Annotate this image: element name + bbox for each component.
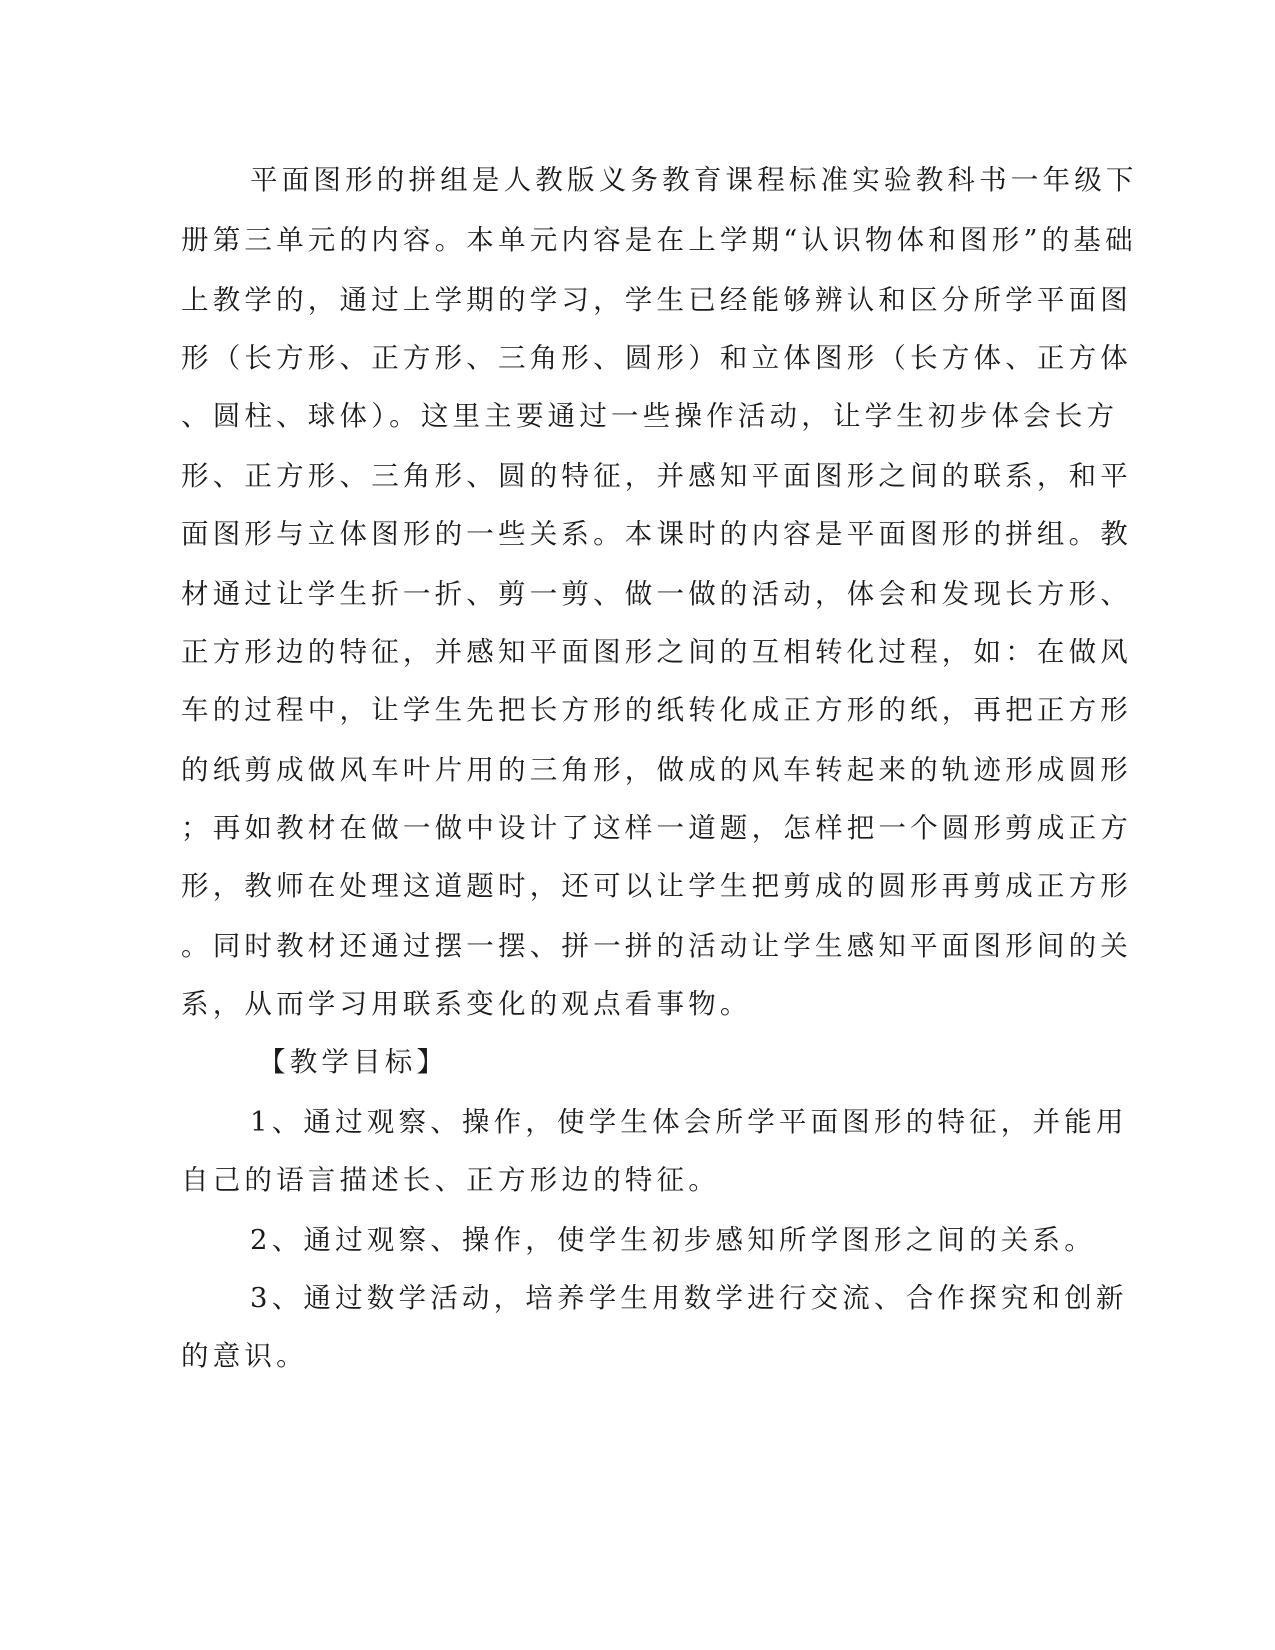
- objective-line: 3、通过数学活动，培养学生用数学进行交流、合作探究和创新: [250, 1282, 1128, 1314]
- objective-line: 的意识。: [181, 1340, 308, 1372]
- section-heading: 【教学目标】: [258, 1046, 449, 1078]
- text-line: 、圆柱、球体）。这里主要通过一些操作活动，让学生初步体会长方: [181, 400, 1119, 432]
- text-line: 正方形边的特征，并感知平面图形之间的互相转化过程，如：在做风: [181, 636, 1132, 668]
- text-line: 面图形与立体图形的一些关系。本课时的内容是平面图形的拼组。教: [181, 518, 1132, 550]
- objective-line: 1、通过观察、操作，使学生体会所学平面图形的特征，并能用: [250, 1106, 1128, 1138]
- text-line: 材通过让学生折一折、剪一剪、做一做的活动，体会和发现长方形、: [181, 578, 1132, 610]
- text-line: ；再如教材在做一做中设计了这样一道题，怎样把一个圆形剪成正方: [181, 812, 1132, 844]
- objective-line: 2、通过观察、操作，使学生初步感知所学图形之间的关系。: [250, 1224, 1096, 1256]
- objective-line: 自己的语言描述长、正方形边的特征。: [181, 1164, 720, 1196]
- text-line: 系，从而学习用联系变化的观点看事物。: [181, 988, 752, 1020]
- text-line: 的纸剪成做风车叶片用的三角形，做成的风车转起来的轨迹形成圆形: [181, 754, 1132, 786]
- text-line: 形（长方形、正方形、三角形、圆形）和立体图形（长方体、正方体: [181, 342, 1132, 374]
- text-line: 形，教师在处理这道题时，还可以让学生把剪成的圆形再剪成正方形: [181, 870, 1132, 902]
- text-line: 形、正方形、三角形、圆的特征，并感知平面图形之间的联系，和平: [181, 460, 1132, 492]
- text-line: 。同时教材还通过摆一摆、拼一拼的活动让学生感知平面图形间的关: [181, 930, 1132, 962]
- text-line: 平面图形的拼组是人教版义务教育课程标准实验教科书一年级下: [250, 164, 1138, 196]
- text-line: 上教学的，通过上学期的学习，学生已经能够辨认和区分所学平面图: [181, 284, 1132, 316]
- text-line: 车的过程中，让学生先把长方形的纸转化成正方形的纸，再把正方形: [181, 694, 1132, 726]
- text-line: 册第三单元的内容。本单元内容是在上学期“认识物体和图形”的基础: [181, 224, 1137, 256]
